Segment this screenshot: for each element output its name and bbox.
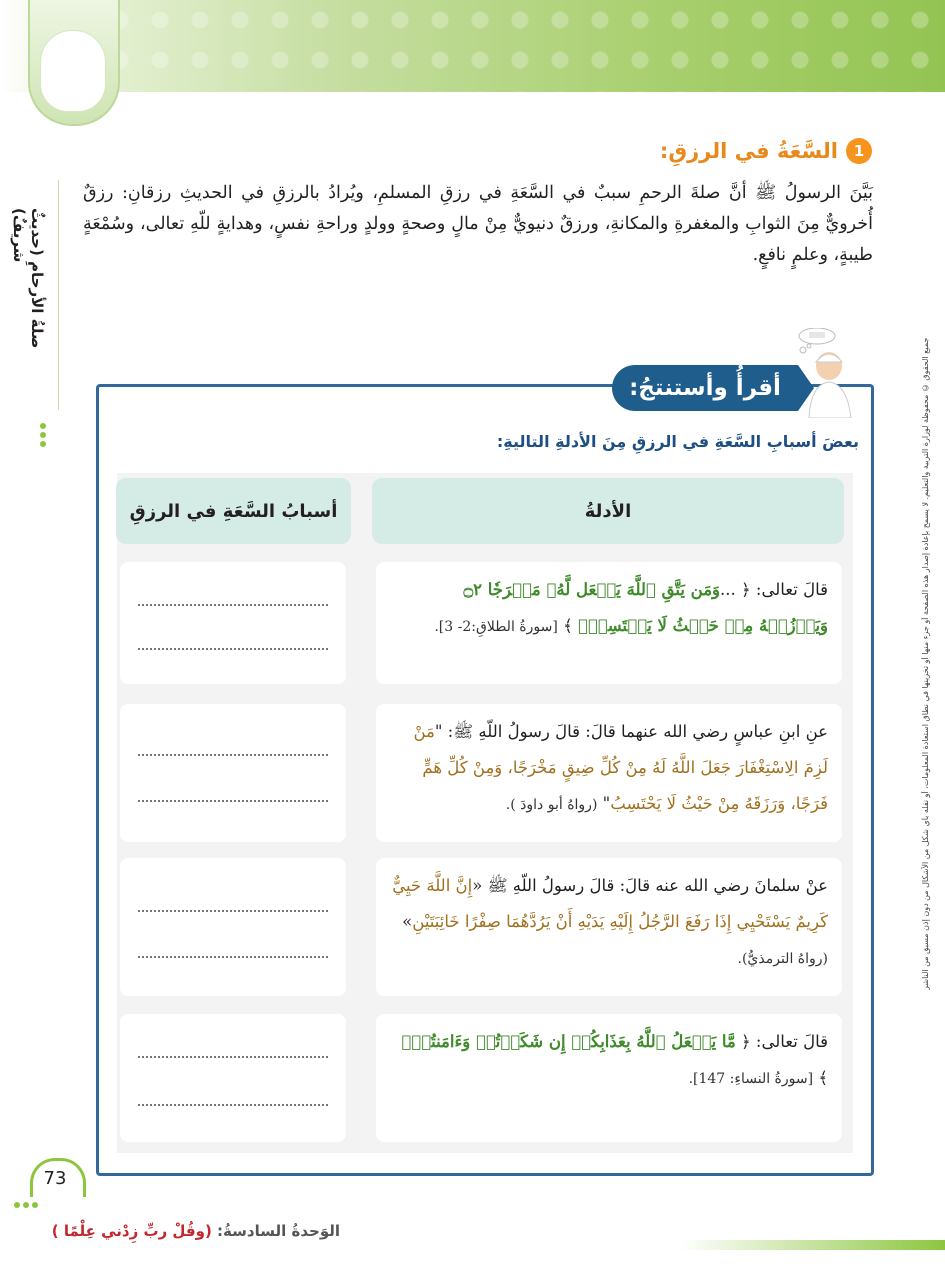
copyright-notice: جميع الحقوق © محفوظة لوزارة التربية والتعليم. لا يسمح بإعادة إصدار هذه الصفحة أو جزء منها أو تخزينها في نطاق استعادة المعلومات، أو نقله بأي شكل من الأشكال من دون إذن مسبق من الناشر <box>921 337 930 990</box>
footer-unit-title <box>40 1222 340 1240</box>
evidence-quote: مَنْ لَزِمَ الِاسْتِغْفَارَ جَعَلَ اللَّهُ لَهُ مِنْ كُلِّ ضِيقٍ مَخْرَجًا، وَمِنْ كُلِّ هَمٍّ فَرَجًا، وَرَزَقَهُ مِنْ حَيْثُ لَا يَحْتَسِبُ <box>413 722 828 813</box>
evidence-suffix: ﴾ <box>818 1068 828 1087</box>
page-number-badge <box>30 1158 80 1198</box>
section-number-badge: 1 <box>846 138 872 164</box>
evidence-suffix: » <box>402 912 413 931</box>
answer-line[interactable] <box>138 910 328 912</box>
footer-green-bar <box>680 1240 945 1250</box>
section-title: السَّعَةُ في الرزقِ: <box>659 139 838 163</box>
evidence-cell-1 <box>376 562 842 684</box>
evidence-quote: وَمَن يَتَّقِ ٱللَّهَ يَجۡعَل لَّهُۥ مَخۡرَجٗا ۝٢ وَيَرۡزُقۡهُ مِنۡ حَيۡثُ لَا يَحۡتَسِبُۚ <box>463 580 828 635</box>
evidence-reference: [سورةُ الطلاقِ:2- 3]. <box>434 619 558 635</box>
evidence-reference: (رواهُ الترمذيُّ). <box>737 951 828 967</box>
page-number: 73 <box>43 1168 67 1189</box>
answer-line[interactable] <box>138 956 328 958</box>
answer-cell-1[interactable] <box>120 562 346 684</box>
evidence-reference: (رواهُ أبو داودَ ). <box>505 797 598 813</box>
answer-line[interactable] <box>138 754 328 756</box>
evidence-cell-2 <box>376 704 842 842</box>
answer-line[interactable] <box>138 1056 328 1058</box>
activity-instruction: بعضَ أسبابِ السَّعَةِ في الرزقِ مِنَ الأدلةِ التاليةِ: <box>496 432 859 451</box>
side-dots-ornament <box>40 420 60 450</box>
answer-line[interactable] <box>138 800 328 802</box>
column-header-reasons: أسبابُ السَّعَةِ في الرزقِ <box>116 478 351 544</box>
evidence-prefix: قالَ تعالى: ﴿ <box>735 1032 828 1051</box>
lesson-side-label: صلةُ الأرحامِ (حديثٌ شريفٌ) <box>10 208 46 349</box>
answer-line[interactable] <box>138 604 328 606</box>
evidence-suffix: " <box>602 794 611 813</box>
answer-line[interactable] <box>138 1104 328 1106</box>
footer-unit-label: الوَحدةُ السادسةُ: <box>217 1222 340 1240</box>
read-and-conclude-tab: أقرأُ وأستنتجُ: <box>612 365 798 411</box>
evidence-quote: إِنَّ اللَّهَ حَيِيٌّ كَرِيمٌ يَسْتَحْيِي إِذَا رَفَعَ الرَّجُلُ إِلَيْهِ يَدَيْهِ أَنْ يَرُدَّهُمَا صِفْرًا خَائِبَتَيْنِ <box>392 876 828 931</box>
side-divider <box>58 180 59 410</box>
section-heading <box>660 136 872 166</box>
evidence-quote: مَّا يَفۡعَلُ ٱللَّهُ بِعَذَابِكُمۡ إِن شَكَرۡتُمۡ وَءَامَنتُمۡۚ <box>401 1032 736 1051</box>
evidence-prefix: قالَ تعالى: ﴿ ... <box>720 580 828 599</box>
answer-cell-2[interactable] <box>120 704 346 842</box>
top-decorative-band <box>0 0 945 92</box>
answer-line[interactable] <box>138 648 328 650</box>
footer-motto: (وقُلْ ربِّ زِدْني عِلْمًا ) <box>51 1222 212 1240</box>
answer-cell-4[interactable] <box>120 1014 346 1142</box>
footer-dots-ornament <box>14 1202 54 1210</box>
evidence-cell-3 <box>376 858 842 996</box>
answer-cell-3[interactable] <box>120 858 346 996</box>
arch-window-ornament <box>40 30 106 112</box>
evidence-cell-4 <box>376 1014 842 1142</box>
evidence-suffix: ﴾ <box>563 616 578 635</box>
evidence-prefix: عنْ سلمانَ رضي الله عنه قالَ: قالَ رسولُ اللّهِ ﷺ « <box>472 876 828 895</box>
evidence-reference: [سورةُ النساءِ: 147]. <box>688 1071 814 1087</box>
column-header-evidence: الأدلةُ <box>372 478 844 544</box>
section-paragraph: بَيَّنَ الرسولُ ﷺ أنَّ صلةَ الرحمِ سببٌ في السَّعَةِ في رزقِ المسلمِ، ويُرادُ بالرزقِ في الحديثِ رزقانِ: رزقٌ أُخرويٌّ مِنَ الثوابِ والمغفرةِ والمكانةِ، ورزقٌ دنيويٌّ مِنْ مالٍ وصحةٍ وولدٍ وراحةِ نفسٍ، وهدايةٍ للّهِ تعالى، وسُمْعَةٍ طيبةٍ، وعلمٍ نافعٍ. <box>83 183 873 265</box>
evidence-prefix: عنِ ابنِ عباسٍ رضي الله عنهما قالَ: قالَ رسولُ اللّهِ ﷺ: " <box>434 722 828 741</box>
